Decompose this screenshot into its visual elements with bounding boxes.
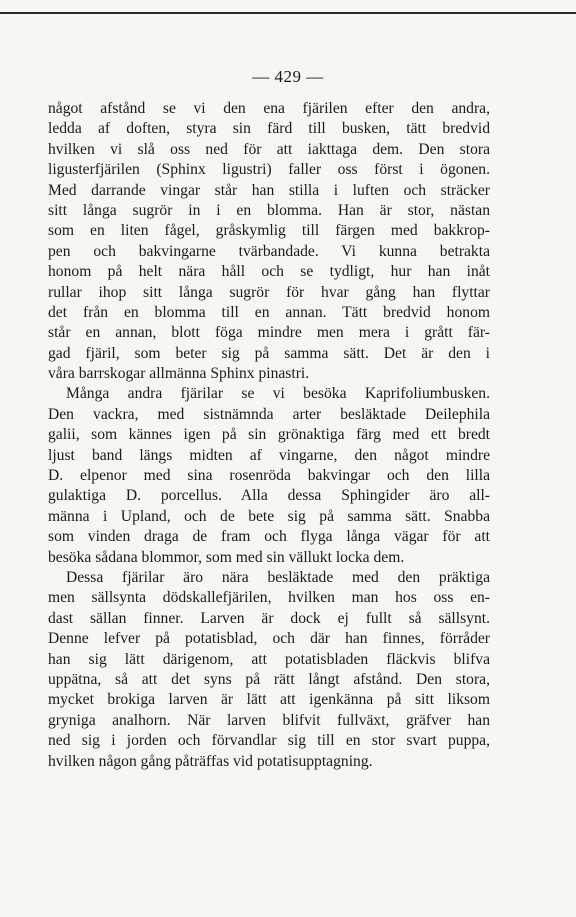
text-line: hvilken vi slå oss ned för att iakttaga dem. Den stora: [48, 140, 490, 158]
text-line: Många andra fjärilar se vi besöka Kaprifoliumbusken.: [66, 385, 490, 403]
paragraph: [48, 568, 490, 772]
text-line: rullar ihop sitt långa sugrör för hvar gång han flyttar: [48, 283, 490, 301]
text-line: honom på helt nära håll och se tydligt, hur han inåt: [48, 263, 490, 281]
text-line: som en liten fågel, gråskymlig till färgen med bakkrop-: [48, 222, 490, 240]
text-line: männa i Upland, och de bete sig på samma sätt. Snabba: [48, 507, 490, 525]
text-line: han sig lätt därigenom, att potatisbladen fläckvis blifva: [48, 650, 490, 668]
text-line: det från en blomma till en annan. Tätt bredvid honom: [48, 303, 490, 321]
text-line: Med darrande vingar står han stilla i luften och sträcker: [48, 181, 490, 199]
body-text: [48, 99, 490, 772]
text-line: ligusterfjärilen (Sphinx ligustri) faller oss först i ögonen.: [48, 161, 490, 179]
text-line: galii, som kännes igen på sin grönaktiga färg med ett bredt: [48, 426, 490, 444]
text-line: D. elpenor med sina rosenröda bakvingar och den lilla: [48, 467, 490, 485]
paragraph: [48, 99, 490, 384]
text-line: mycket brokiga larven är lätt att igenkänna på sitt liksom: [48, 691, 490, 709]
text-line: står en annan, blott föga mindre men mera i grått fär-: [48, 324, 490, 342]
text-line: Den vackra, med sistnämnda arter besläktade Deilephila: [48, 405, 490, 423]
text-line: något afstånd se vi den ena fjärilen efter den andra,: [48, 100, 490, 117]
text-line: sitt långa sugrör in i en blomma. Han är stor, nästan: [48, 201, 490, 219]
text-line: uppätna, så att det syns på rätt långt afstånd. Den stora,: [48, 670, 490, 688]
text-line: besöka sådana blommor, som med sin vällukt locka dem.: [48, 548, 405, 566]
text-line: som vinden draga de fram och flyga långa vägar för att: [48, 528, 490, 546]
text-line: hvilken någon gång påträffas vid potatisupptagning.: [48, 752, 373, 770]
text-line: men sällsynta dödskallefjärilen, hvilken man hos oss en-: [48, 589, 490, 607]
text-line: ned sig i jorden och förvandlar sig till en stor svart puppa,: [48, 732, 490, 750]
text-line: Denne lefver på potatisblad, och där han finnes, förråder: [48, 630, 490, 648]
text-line: våra barrskogar allmänna Sphinx pinastri.: [48, 365, 310, 383]
top-rule: [0, 12, 576, 14]
text-line: gulaktiga D. porcellus. Alla dessa Sphingider äro all-: [48, 487, 490, 505]
text-line: gad fjäril, som beter sig på samma sätt. Det är den i: [48, 344, 490, 362]
page-number: — 429 —: [252, 67, 324, 86]
paragraph: [48, 384, 490, 568]
text-line: pen och bakvingarne tvärbandade. Vi kunna betrakta: [48, 242, 490, 260]
text-line: gryniga analhorn. När larven blifvit fullväxt, gräfver han: [48, 711, 490, 729]
text-line: dast sällan finner. Larven är dock ej fullt så sällsynt.: [48, 609, 490, 627]
text-line: ledda af doften, styra sin färd till busken, tätt bredvid: [48, 120, 490, 138]
text-line: Dessa fjärilar äro nära besläktade med den präktiga: [66, 568, 490, 586]
text-line: ljust band längs midten af vingarne, den något mindre: [48, 446, 490, 464]
